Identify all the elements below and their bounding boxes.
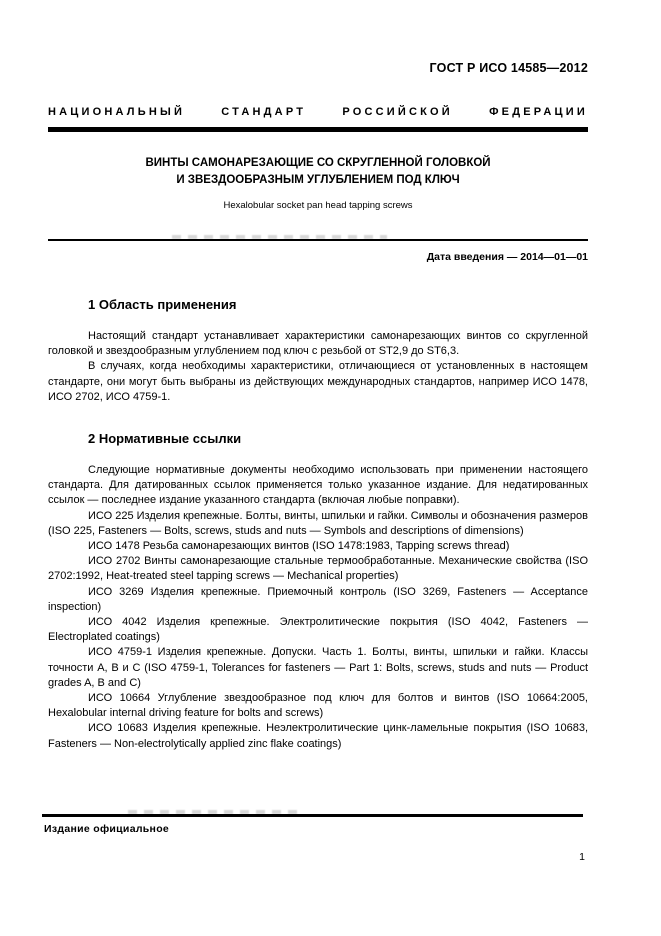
effective-date: Дата введения — 2014—01—01 <box>426 251 588 263</box>
reference-item: ИСО 10683 Изделия крепежные. Неэлектролитические цинк-ламельные покрытия (ISO 10683, Fasteners — Non-electrolytically applied zinc flake coatings) <box>48 722 588 750</box>
paragraph: Следующие нормативные документы необходимо использовать при применении настоящего стандарта. Для датированных ссылок применяется только указанное издание. Для недатированных ссылок — последнее издание указанного стандарта (включая любые поправки). <box>48 464 588 507</box>
paragraph: Настоящий стандарт устанавливает характеристики самонарезающих винтов со скругленной головкой и звездообразным углублением под ключ с резьбой от ST2,9 до ST6,3. <box>48 330 588 358</box>
doc-title-ru-line1: ВИНТЫ САМОНАРЕЗАЮЩИЕ СО СКРУГЛЕННОЙ ГОЛОВКОЙ <box>145 157 491 169</box>
reference-item: ИСО 4042 Изделия крепежные. Электролитические покрытия (ISO 4042, Fasteners — Electroplated coatings) <box>48 616 588 644</box>
doc-code: ГОСТ Р ИСО 14585—2012 <box>429 61 588 75</box>
doc-title-ru-line2: И ЗВЕЗДООБРАЗНЫМ УГЛУБЛЕНИЕМ ПОД КЛЮЧ <box>176 173 460 186</box>
standard-designation-word: НАЦИОНАЛЬНЫЙ <box>48 106 186 118</box>
doc-title-ru <box>48 155 588 188</box>
page-number: 1 <box>579 851 585 863</box>
paragraph: В случаях, когда необходимы характеристики, отличающиеся от установленных в настоящем стандарте, они могут быть выбраны из действующих международных стандартов, например ИСО 1478, ИСО 2702, ИСО 4759-1. <box>48 360 588 403</box>
reference-item: ИСО 1478 Резьба самонарезающих винтов (ISO 1478:1983, Tapping screws thread) <box>88 540 510 553</box>
standard-designation-word: РОССИЙСКОЙ <box>342 106 453 118</box>
reference-item: ИСО 10664 Углубление звездообразное под ключ для болтов и винтов (ISO 10664:2005, Hexalobular internal driving feature for bolts and screws) <box>48 692 588 720</box>
reference-item: ИСО 225 Изделия крепежные. Болты, винты, шпильки и гайки. Символы и обозначения размеров (ISO 225, Fasteners — Bolts, screws, studs and nuts — Symbols and descriptions of dimensions) <box>48 509 588 537</box>
official-edition-note: Издание официальное <box>44 823 170 835</box>
header-rule <box>48 127 588 132</box>
standard-designation-word: ФЕДЕРАЦИИ <box>489 106 588 118</box>
doc-title-en: Hexalobular socket pan head tapping screws <box>223 200 413 211</box>
reference-item: ИСО 2702 Винты самонарезающие стальные термообработанные. Механические свойства (ISO 2702:1992, Heat-treated steel tapping screws — Mechanical properties) <box>48 555 588 583</box>
title-separator-rule <box>48 239 588 241</box>
reference-item: ИСО 4759-1 Изделия крепежные. Допуски. Часть 1. Болты, винты, шпильки и гайки. Классы точности А, В и С (ISO 4759-1, Tolerances for fasteners — Part 1: Bolts, screws, studs and nuts — Product grades A, B and C) <box>48 646 588 689</box>
reference-item: ИСО 3269 Изделия крепежные. Приемочный контроль (ISO 3269, Fasteners — Acceptance inspection) <box>48 585 588 613</box>
standard-designation-word: СТАНДАРТ <box>221 106 307 118</box>
section-1-heading: 1 Область применения <box>88 297 237 312</box>
section-2-heading: 2 Нормативные ссылки <box>88 431 242 447</box>
standard-designation <box>48 106 588 118</box>
document-body <box>48 297 588 752</box>
footer-rule <box>42 814 583 817</box>
